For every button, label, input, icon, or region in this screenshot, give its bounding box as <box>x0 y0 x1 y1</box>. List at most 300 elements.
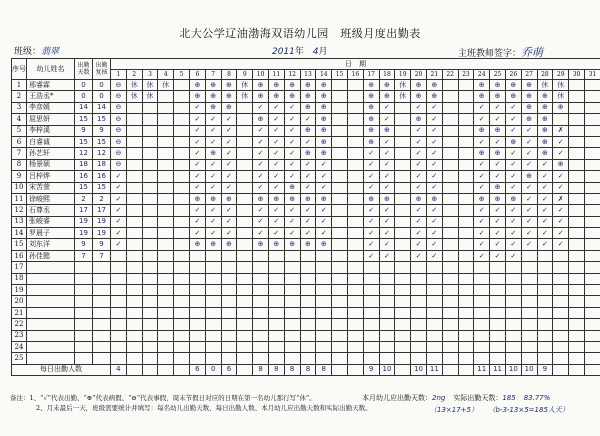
check-days: 0 <box>93 91 111 102</box>
attendance-mark: ✓ <box>284 228 300 239</box>
attendance-mark <box>490 285 506 296</box>
attendance-mark: ✓ <box>521 239 537 250</box>
attendance-mark <box>569 353 585 364</box>
attendance-mark <box>237 341 253 352</box>
attendance-mark: ✓ <box>189 102 205 113</box>
day-header: 7 <box>205 70 221 80</box>
attendance-mark <box>442 91 458 102</box>
attendance-mark <box>221 341 237 352</box>
child-name: 屈思妍 <box>27 114 75 125</box>
attendance-mark <box>268 341 284 352</box>
attendance-mark <box>379 262 395 273</box>
attendance-mark: ⊕ <box>205 102 221 113</box>
present-days <box>75 285 93 296</box>
row-seq: 13 <box>12 216 27 227</box>
attendance-mark: ✓ <box>300 136 316 147</box>
attendance-mark <box>442 205 458 216</box>
attendance-rate: 83.77% <box>523 394 551 402</box>
attendance-mark <box>284 296 300 307</box>
attendance-mark: 休 <box>158 80 174 91</box>
day-header: 10 <box>253 70 269 80</box>
attendance-mark <box>458 273 474 284</box>
present-days: 18 <box>75 159 93 170</box>
attendance-mark: ✓ <box>537 182 553 193</box>
day-header: 30 <box>569 70 585 80</box>
attendance-mark: ⊕ <box>505 80 521 91</box>
attendance-mark <box>221 250 237 261</box>
attendance-mark: ✓ <box>411 125 427 136</box>
check-days <box>93 262 111 273</box>
attendance-mark <box>253 250 269 261</box>
attendance-mark: ✓ <box>189 182 205 193</box>
attendance-mark <box>316 273 332 284</box>
attendance-mark: ✓ <box>505 182 521 193</box>
attendance-mark <box>142 216 158 227</box>
attendance-mark <box>174 307 190 318</box>
attendance-mark: ✓ <box>284 159 300 170</box>
attendance-mark <box>395 262 411 273</box>
attendance-mark: ✓ <box>553 205 569 216</box>
table-row <box>12 228 600 239</box>
attendance-mark <box>284 273 300 284</box>
attendance-mark: ⊕ <box>189 193 205 204</box>
table-row <box>12 205 600 216</box>
attendance-mark: ✓ <box>363 148 379 159</box>
attendance-mark: ⊕ <box>316 193 332 204</box>
attendance-mark <box>237 239 253 250</box>
attendance-mark: ✓ <box>268 148 284 159</box>
attendance-mark <box>584 353 600 364</box>
attendance-mark <box>584 228 600 239</box>
attendance-mark <box>584 159 600 170</box>
attendance-mark <box>537 296 553 307</box>
attendance-mark: ✓ <box>284 171 300 182</box>
attendance-mark: ✓ <box>426 136 442 147</box>
check-days: 7 <box>93 250 111 261</box>
attendance-mark: ✓ <box>363 182 379 193</box>
attendance-mark: ✓ <box>379 159 395 170</box>
attendance-mark <box>584 216 600 227</box>
row-seq: 6 <box>12 136 27 147</box>
attendance-mark <box>569 239 585 250</box>
day-header: 22 <box>442 70 458 80</box>
attendance-mark <box>174 228 190 239</box>
attendance-mark: ✓ <box>253 205 269 216</box>
attendance-mark <box>442 148 458 159</box>
attendance-mark: ✓ <box>363 250 379 261</box>
attendance-mark <box>553 330 569 341</box>
attendance-mark <box>569 273 585 284</box>
attendance-mark: ✓ <box>411 216 427 227</box>
attendance-mark <box>332 125 348 136</box>
attendance-mark <box>158 353 174 364</box>
present-days: 15 <box>75 136 93 147</box>
attendance-mark <box>332 353 348 364</box>
attendance-mark <box>158 228 174 239</box>
attendance-mark <box>316 250 332 261</box>
attendance-mark <box>411 285 427 296</box>
attendance-mark <box>569 285 585 296</box>
attendance-mark: ✓ <box>553 171 569 182</box>
daily-total: 9 <box>363 364 379 375</box>
attendance-mark <box>332 102 348 113</box>
attendance-mark: ⊕ <box>521 91 537 102</box>
attendance-mark <box>268 262 284 273</box>
attendance-mark: ✓ <box>379 216 395 227</box>
should-days-label: 本月幼儿应出勤天数： <box>362 394 432 402</box>
attendance-mark: ⊕ <box>411 114 427 125</box>
attendance-mark <box>569 114 585 125</box>
attendance-mark: ✓ <box>111 228 127 239</box>
attendance-mark <box>569 80 585 91</box>
attendance-mark: ✓ <box>474 205 490 216</box>
row-seq: 1 <box>12 80 27 91</box>
present-days <box>75 296 93 307</box>
attendance-mark <box>142 159 158 170</box>
attendance-mark: ⊕ <box>537 136 553 147</box>
attendance-mark: ⊕ <box>426 80 442 91</box>
attendance-mark: ✓ <box>300 216 316 227</box>
attendance-mark <box>537 330 553 341</box>
attendance-mark: ✓ <box>284 216 300 227</box>
check-days <box>93 273 111 284</box>
attendance-mark <box>126 193 142 204</box>
attendance-mark: ✓ <box>537 216 553 227</box>
attendance-mark <box>442 319 458 330</box>
row-seq: 22 <box>12 319 27 330</box>
attendance-mark <box>347 216 363 227</box>
attendance-mark: ✓ <box>474 182 490 193</box>
attendance-mark <box>553 273 569 284</box>
present-days: 2 <box>75 193 93 204</box>
attendance-mark: ✓ <box>253 216 269 227</box>
attendance-mark: ⊕ <box>363 193 379 204</box>
attendance-mark <box>126 171 142 182</box>
attendance-mark: ✓ <box>379 102 395 113</box>
attendance-mark <box>332 285 348 296</box>
check-days <box>93 353 111 364</box>
attendance-mark: ✓ <box>426 228 442 239</box>
attendance-mark <box>537 262 553 273</box>
attendance-mark: ✓ <box>111 205 127 216</box>
attendance-mark <box>458 239 474 250</box>
attendance-mark: 休 <box>537 80 553 91</box>
attendance-mark <box>284 353 300 364</box>
attendance-mark <box>363 273 379 284</box>
attendance-mark: ⊕ <box>205 193 221 204</box>
notes-line-2: 2、月末最后一天，班级需要统计并填写：每名幼儿出勤天数、每日出勤人数、本月幼儿应出勤天数和实际出勤天数。 <box>36 404 372 412</box>
attendance-mark <box>284 330 300 341</box>
attendance-mark <box>379 285 395 296</box>
attendance-mark <box>426 285 442 296</box>
attendance-mark <box>237 250 253 261</box>
attendance-mark: ✓ <box>505 114 521 125</box>
attendance-mark <box>268 330 284 341</box>
attendance-mark <box>126 136 142 147</box>
attendance-mark: ✓ <box>189 114 205 125</box>
attendance-mark <box>363 262 379 273</box>
row-seq: 14 <box>12 228 27 239</box>
attendance-mark <box>474 353 490 364</box>
attendance-mark: ✓ <box>505 148 521 159</box>
daily-total: 8 <box>268 364 284 375</box>
attendance-mark <box>300 341 316 352</box>
day-header: 17 <box>363 70 379 80</box>
attendance-mark: ⊕ <box>221 102 237 113</box>
attendance-mark: ✓ <box>537 193 553 204</box>
attendance-mark: ✓ <box>553 239 569 250</box>
attendance-mark <box>379 296 395 307</box>
attendance-mark: ✓ <box>379 228 395 239</box>
attendance-mark <box>174 239 190 250</box>
attendance-mark <box>411 296 427 307</box>
attendance-mark: ✓ <box>205 136 221 147</box>
attendance-mark <box>553 296 569 307</box>
attendance-mark <box>442 307 458 318</box>
daily-total: 10 <box>379 364 395 375</box>
attendance-mark: ✓ <box>253 148 269 159</box>
attendance-mark <box>332 216 348 227</box>
attendance-mark <box>505 319 521 330</box>
attendance-mark <box>442 159 458 170</box>
attendance-mark <box>347 239 363 250</box>
table-row <box>12 159 600 170</box>
check-days <box>93 319 111 330</box>
child-name <box>27 319 75 330</box>
daily-totals-label: 每日出勤人数 <box>12 364 111 375</box>
attendance-mark: ⊕ <box>474 80 490 91</box>
attendance-mark <box>584 296 600 307</box>
attendance-mark: ✓ <box>521 148 537 159</box>
attendance-mark: ✓ <box>189 216 205 227</box>
present-days: 15 <box>75 182 93 193</box>
attendance-mark <box>253 341 269 352</box>
attendance-mark <box>395 239 411 250</box>
header-seq: 序号 <box>12 59 27 80</box>
attendance-mark: ✓ <box>411 159 427 170</box>
attendance-mark <box>284 341 300 352</box>
attendance-mark <box>142 285 158 296</box>
attendance-mark: ✓ <box>553 182 569 193</box>
attendance-mark <box>537 307 553 318</box>
attendance-mark <box>174 205 190 216</box>
attendance-mark <box>237 171 253 182</box>
attendance-mark <box>189 250 205 261</box>
attendance-mark <box>347 125 363 136</box>
attendance-mark: ✓ <box>537 159 553 170</box>
attendance-mark: ⊕ <box>284 182 300 193</box>
attendance-mark: ✓ <box>474 136 490 147</box>
attendance-mark: ⊕ <box>411 193 427 204</box>
daily-total <box>158 364 174 375</box>
day-header: 25 <box>490 70 506 80</box>
attendance-mark: ✓ <box>284 205 300 216</box>
attendance-mark <box>284 319 300 330</box>
attendance-mark <box>142 296 158 307</box>
attendance-mark <box>442 125 458 136</box>
attendance-mark <box>411 273 427 284</box>
day-header: 14 <box>316 70 332 80</box>
attendance-mark <box>332 91 348 102</box>
day-header: 8 <box>221 70 237 80</box>
attendance-mark <box>442 239 458 250</box>
attendance-mark: ⊕ <box>253 91 269 102</box>
header-name: 幼儿姓名 <box>27 59 75 80</box>
attendance-mark <box>395 353 411 364</box>
attendance-mark <box>158 216 174 227</box>
daily-total <box>332 364 348 375</box>
attendance-mark: ⊕ <box>253 193 269 204</box>
attendance-mark: ✓ <box>490 114 506 125</box>
row-seq: 21 <box>12 307 27 318</box>
attendance-mark: ⊕ <box>253 114 269 125</box>
attendance-mark: ⊕ <box>268 91 284 102</box>
attendance-mark <box>300 307 316 318</box>
notes-prefix: 备注：1、 <box>10 394 41 402</box>
attendance-mark <box>458 228 474 239</box>
attendance-mark <box>395 330 411 341</box>
day-header: 31 <box>584 70 600 80</box>
attendance-mark: ✓ <box>189 125 205 136</box>
attendance-mark <box>174 136 190 147</box>
attendance-mark <box>237 285 253 296</box>
class-label: 班级： <box>14 47 42 57</box>
attendance-mark <box>205 319 221 330</box>
attendance-mark: ✓ <box>221 136 237 147</box>
attendance-mark <box>458 330 474 341</box>
attendance-mark: ✓ <box>411 182 427 193</box>
row-seq: 23 <box>12 330 27 341</box>
attendance-mark <box>490 341 506 352</box>
attendance-mark: ⊕ <box>537 102 553 113</box>
check-days <box>93 285 111 296</box>
attendance-mark: ✓ <box>363 239 379 250</box>
day-header: 15 <box>332 70 348 80</box>
attendance-mark <box>221 307 237 318</box>
attendance-mark <box>158 262 174 273</box>
attendance-mark <box>126 114 142 125</box>
attendance-mark: ⊕ <box>205 91 221 102</box>
attendance-mark <box>569 228 585 239</box>
attendance-mark: ✓ <box>189 228 205 239</box>
teacher-signature: 乔萌 <box>521 46 544 59</box>
attendance-mark <box>158 273 174 284</box>
row-seq: 5 <box>12 125 27 136</box>
attendance-mark <box>316 307 332 318</box>
attendance-mark: ⊕ <box>379 125 395 136</box>
attendance-mark <box>458 262 474 273</box>
attendance-mark <box>379 330 395 341</box>
attendance-mark <box>363 296 379 307</box>
child-name: 白睿诚 <box>27 136 75 147</box>
attendance-mark: ✓ <box>189 205 205 216</box>
attendance-mark: ⊕ <box>221 91 237 102</box>
attendance-mark <box>174 285 190 296</box>
daily-total: 0 <box>205 364 221 375</box>
child-name <box>27 341 75 352</box>
table-row <box>12 319 600 330</box>
day-header: 24 <box>474 70 490 80</box>
check-days: 12 <box>93 148 111 159</box>
attendance-mark: ✓ <box>537 228 553 239</box>
row-seq: 9 <box>12 171 27 182</box>
attendance-mark: ⊕ <box>316 239 332 250</box>
attendance-mark <box>474 273 490 284</box>
attendance-mark <box>395 136 411 147</box>
attendance-mark <box>584 239 600 250</box>
attendance-mark: ⊕ <box>505 91 521 102</box>
day-header: 26 <box>505 70 521 80</box>
attendance-mark: ⊕ <box>284 193 300 204</box>
attendance-mark <box>442 285 458 296</box>
row-seq: 7 <box>12 148 27 159</box>
row-seq: 18 <box>12 273 27 284</box>
attendance-mark <box>347 250 363 261</box>
attendance-mark <box>569 296 585 307</box>
attendance-mark <box>474 319 490 330</box>
attendance-mark: 休 <box>126 80 142 91</box>
attendance-mark: ✓ <box>426 114 442 125</box>
attendance-mark: ✓ <box>474 228 490 239</box>
attendance-mark <box>569 205 585 216</box>
attendance-mark <box>237 205 253 216</box>
attendance-mark <box>158 171 174 182</box>
attendance-mark: ✓ <box>253 159 269 170</box>
attendance-mark: 休 <box>126 91 142 102</box>
attendance-mark: 休 <box>395 80 411 91</box>
daily-total <box>584 364 600 375</box>
attendance-mark <box>142 114 158 125</box>
attendance-mark <box>253 353 269 364</box>
child-name: 李彦媛 <box>27 102 75 113</box>
attendance-mark <box>237 353 253 364</box>
attendance-mark: ✓ <box>221 205 237 216</box>
attendance-mark: ✓ <box>426 102 442 113</box>
attendance-mark: ✓ <box>189 171 205 182</box>
attendance-mark: ✗ <box>553 125 569 136</box>
attendance-mark <box>142 239 158 250</box>
row-seq: 2 <box>12 91 27 102</box>
attendance-mark <box>126 296 142 307</box>
present-days: 12 <box>75 148 93 159</box>
attendance-mark <box>205 250 221 261</box>
attendance-mark <box>569 307 585 318</box>
attendance-mark <box>347 307 363 318</box>
attendance-mark: ✓ <box>268 228 284 239</box>
attendance-mark <box>442 262 458 273</box>
attendance-mark <box>490 353 506 364</box>
year-value: 2011 <box>272 47 295 57</box>
table-row <box>12 296 600 307</box>
attendance-mark <box>253 262 269 273</box>
attendance-mark: ⊕ <box>284 91 300 102</box>
day-header: 16 <box>347 70 363 80</box>
attendance-mark <box>253 273 269 284</box>
attendance-mark: ✓ <box>426 205 442 216</box>
attendance-mark <box>221 330 237 341</box>
attendance-mark <box>442 114 458 125</box>
attendance-mark <box>268 296 284 307</box>
child-name: 杨景硕 <box>27 159 75 170</box>
attendance-mark: ⊕ <box>189 80 205 91</box>
child-name <box>27 285 75 296</box>
attendance-mark <box>537 250 553 261</box>
attendance-mark: ⊕ <box>490 91 506 102</box>
attendance-mark <box>158 159 174 170</box>
attendance-mark <box>584 341 600 352</box>
attendance-mark: ⊖ <box>111 136 127 147</box>
attendance-mark: ✓ <box>221 216 237 227</box>
